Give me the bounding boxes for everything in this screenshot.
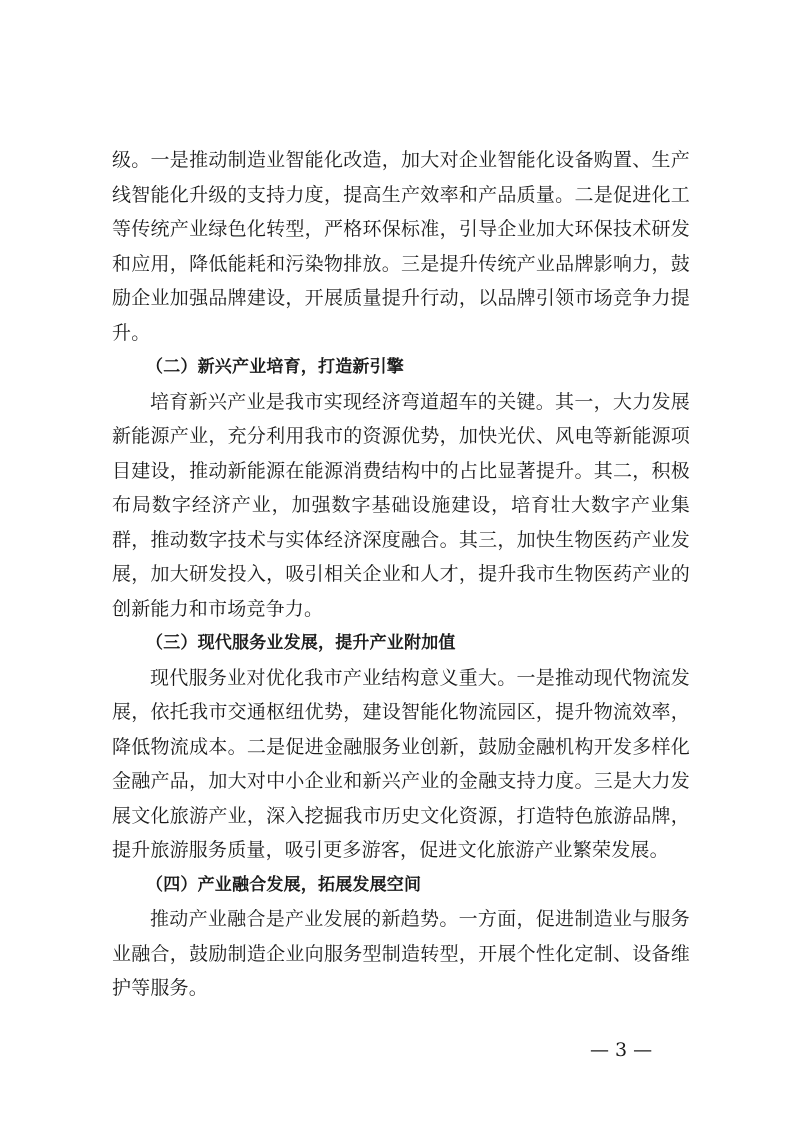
- section-heading-emerging-industries: （二）新兴产业培育，打造新引擎: [146, 357, 404, 377]
- section-heading-modern-services: （三）现代服务业发展，提升产业附加值: [146, 633, 456, 653]
- section-heading-industry-integration: （四）产业融合发展，拓展发展空间: [146, 874, 422, 895]
- paragraph-traditional-upgrade: 级。一是推动制造业智能化改造，加大对企业智能化设备购置、生产线智能化升级的支持力度，提高生产效率和产品质量。二是促进化工等传统产业绿色化转型，严格环保标准，引导企业加大环保技术研发和应用，降低能耗和污染物排放。三是提升传统产业品牌影响力，鼓励企业加强品牌建设，开展质量提升行动，以品牌引领市场竞争力提升。: [112, 149, 690, 344]
- paragraph-modern-services: 现代服务业对优化我市产业结构意义重大。一是推动现代物流发展，依托我市交通枢纽优势，建设智能化物流园区，提升物流效率，降低物流成本。二是促进金融服务业创新，鼓励金融机构开发多样化金融产品，加大对中小企业和新兴产业的金融支持力度。三是大力发展文化旅游产业，深入挖掘我市历史文化资源，打造特色旅游品牌，提升旅游服务质量，吸引更多游客，促进文化旅游产业繁荣发展。: [112, 666, 690, 861]
- page-number: — 3 —: [590, 1039, 653, 1061]
- paragraph-emerging-industries: 培育新兴产业是我市实现经济弯道超车的关键。其一，大力发展新能源产业，充分利用我市的资源优势，加快光伏、风电等新能源项目建设，推动新能源在能源消费结构中的占比显著提升。其二，积极布局数字经济产业，加强数字基础设施建设，培育壮大数字产业集群，推动数字技术与实体经济深度融合。其三，加快生物医药产业发展，加大研发投入，吸引相关企业和人才，提升我市生物医药产业的创新能力和市场竞争力。: [112, 390, 690, 620]
- paragraph-industry-integration: 推动产业融合是产业发展的新趋势。一方面，促进制造业与服务业融合，鼓励制造企业向服务型制造转型，开展个性化定制、设备维护等服务。: [112, 908, 690, 999]
- document-body: [112, 143, 690, 1006]
